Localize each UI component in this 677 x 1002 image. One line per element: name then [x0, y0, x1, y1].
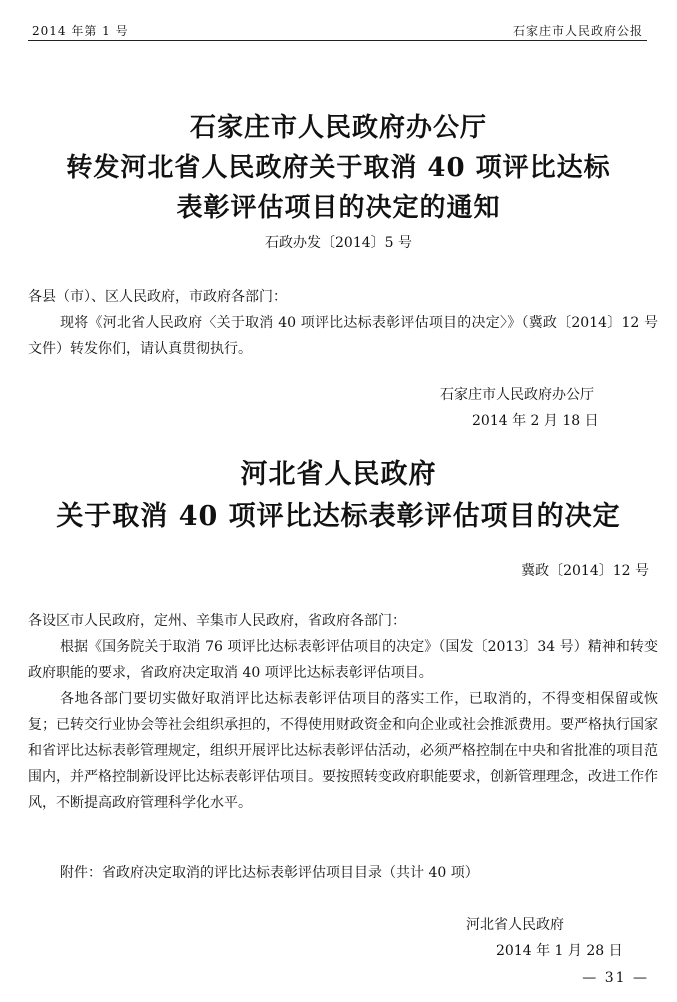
decision-title [0, 454, 677, 538]
decision-doc-number: 冀政〔2014〕12 号 [521, 563, 649, 579]
notice-title-line2: 转发河北省人民政府关于取消 40 项评比达标 [66, 153, 611, 183]
decision-salutation: 各设区市人民政府，定州、辛集市人民政府，省政府各部门： [28, 613, 406, 629]
notice-title [0, 108, 677, 228]
page-number: — 31 — [582, 970, 649, 986]
notice-salutation: 各县（市）、区人民政府，市政府各部门： [28, 289, 287, 305]
notice-body: 现将《河北省人民政府〈关于取消 40 项评比达标表彰评估项目的决定〉》（冀政〔2014〕12 号文件）转发你们，请认真贯彻执行。 [28, 315, 658, 357]
notice-signature-org: 石家庄市人民政府办公厅 [440, 387, 594, 403]
decision-signature-org: 河北省人民政府 [466, 917, 564, 933]
notice-title-line3: 表彰评估项目的决定的通知 [176, 193, 501, 223]
publication-name: 石家庄市人民政府公报 [512, 24, 643, 38]
decision-paragraph-2: 各地各部门要切实做好取消评比达标表彰评估项目的落实工作，已取消的，不得变相保留或恢复；已转交行业协会等社会组织承担的，不得使用财政资金和向企业或社会推派费用。要严格执行国家和省评比达标表彰管理规定，组织开展评比达标表彰评估活动，必须严格控制在中央和省批准的项目范围内，并严格控制新设评比达标表彰评估项目。要按照转变政府职能要求，创新管理理念，改进工作作风，不断提高政府管理科学化水平。 [28, 691, 658, 811]
notice-doc-number: 石政办发〔2014〕5 号 [265, 235, 412, 251]
decision-title-line2: 关于取消 40 项评比达标表彰评估项目的决定 [56, 501, 621, 532]
notice-signature-date: 2014 年 2 月 18 日 [472, 413, 599, 429]
decision-paragraph-1: 根据《国务院关于取消 76 项评比达标表彰评估项目的决定》（国发〔2013〕34 号）精神和转变政府职能的要求，省政府决定取消 40 项评比达标表彰评估项目。 [28, 639, 658, 681]
decision-title-line1: 河北省人民政府 [240, 459, 437, 490]
page-header [28, 18, 647, 41]
issue-label: 2014 年第 1 号 [32, 24, 129, 38]
decision-signature-date: 2014 年 1 月 28 日 [496, 943, 623, 959]
decision-attachment: 附件：省政府决定取消的评比达标表彰评估项目目录（共计 40 项） [60, 865, 479, 881]
notice-title-line1: 石家庄市人民政府办公厅 [189, 113, 487, 143]
